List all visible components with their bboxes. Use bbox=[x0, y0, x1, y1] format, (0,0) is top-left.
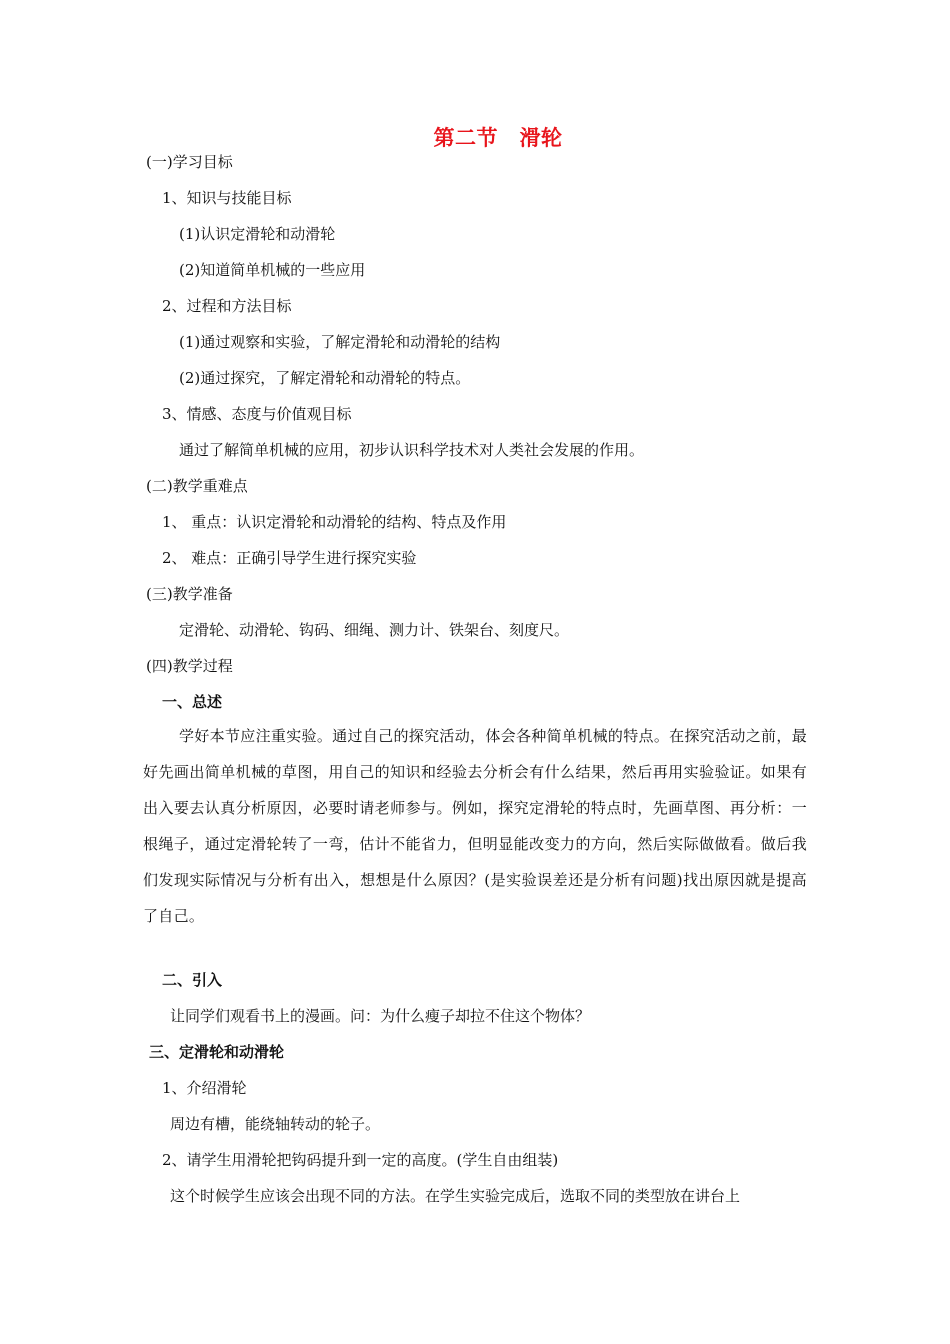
objective-process-item-1: (1)通过观察和实验，了解定滑轮和动滑轮的结构 bbox=[179, 333, 501, 351]
introduction-text: 让同学们观看书上的漫画。问：为什么瘦子却拉不住这个物体？ bbox=[170, 1007, 591, 1025]
key-point-item: 1、 重点：认识定滑轮和动滑轮的结构、特点及作用 bbox=[162, 513, 507, 531]
objective-process-item-2: (2)通过探究，了解定滑轮和动滑轮的特点。 bbox=[179, 369, 471, 387]
pulley-intro-heading: 1、介绍滑轮 bbox=[162, 1079, 247, 1097]
page-title: 第二节 滑轮 bbox=[433, 126, 563, 150]
difficult-point-item: 2、 难点：正确引导学生进行探究实验 bbox=[162, 549, 417, 567]
section-heading-objectives: (一)学习目标 bbox=[146, 153, 233, 171]
objective-knowledge-heading: 1、知识与技能目标 bbox=[162, 189, 292, 207]
part-heading-overview: 一、总述 bbox=[162, 693, 223, 711]
part-heading-introduction: 二、引入 bbox=[162, 971, 223, 989]
pulley-definition: 周边有槽，能绕轴转动的轮子。 bbox=[170, 1115, 381, 1133]
overview-paragraph: 学好本节应注重实验。通过自己的探究活动，体会各种简单机械的特点。在探究活动之前，最好先画出简单机械的草图，用自己的知识和经验去分析会有什么结果，然后再用实验验证。如果有出入要去认真分析原因，必要时请老师参与。例如，探究定滑轮的特点时，先画草图、再分析：一根绳子，通过定滑轮转了一弯，估计不能省力，但明显能改变力的方向，然后实际做做看。做后我们发现实际情况与分析有出入，想想是什么原因？(是实验误差还是分析有问题)找出原因就是提高了自己。 bbox=[143, 727, 807, 925]
objective-process-heading: 2、过程和方法目标 bbox=[162, 297, 292, 315]
pulley-activity-text: 这个时候学生应该会出现不同的方法。在学生实验完成后，选取不同的类型放在讲台上 bbox=[170, 1187, 741, 1205]
objective-knowledge-item-1: (1)认识定滑轮和动滑轮 bbox=[179, 225, 336, 243]
pulley-activity-heading: 2、请学生用滑轮把钩码提升到一定的高度。(学生自由组装) bbox=[162, 1151, 559, 1169]
objective-knowledge-item-2: (2)知道简单机械的一些应用 bbox=[179, 261, 366, 279]
objective-attitude-heading: 3、情感、态度与价值观目标 bbox=[162, 405, 352, 423]
objective-attitude-text: 通过了解简单机械的应用，初步认识科学技术对人类社会发展的作用。 bbox=[179, 441, 645, 459]
section-heading-key-points: (二)教学重难点 bbox=[146, 477, 248, 495]
section-heading-preparation: (三)教学准备 bbox=[146, 585, 233, 603]
part-heading-pulleys: 三、定滑轮和动滑轮 bbox=[149, 1043, 285, 1061]
section-heading-process: (四)教学过程 bbox=[146, 657, 233, 675]
preparation-materials: 定滑轮、动滑轮、钩码、细绳、测力计、铁架台、刻度尺。 bbox=[179, 621, 570, 639]
